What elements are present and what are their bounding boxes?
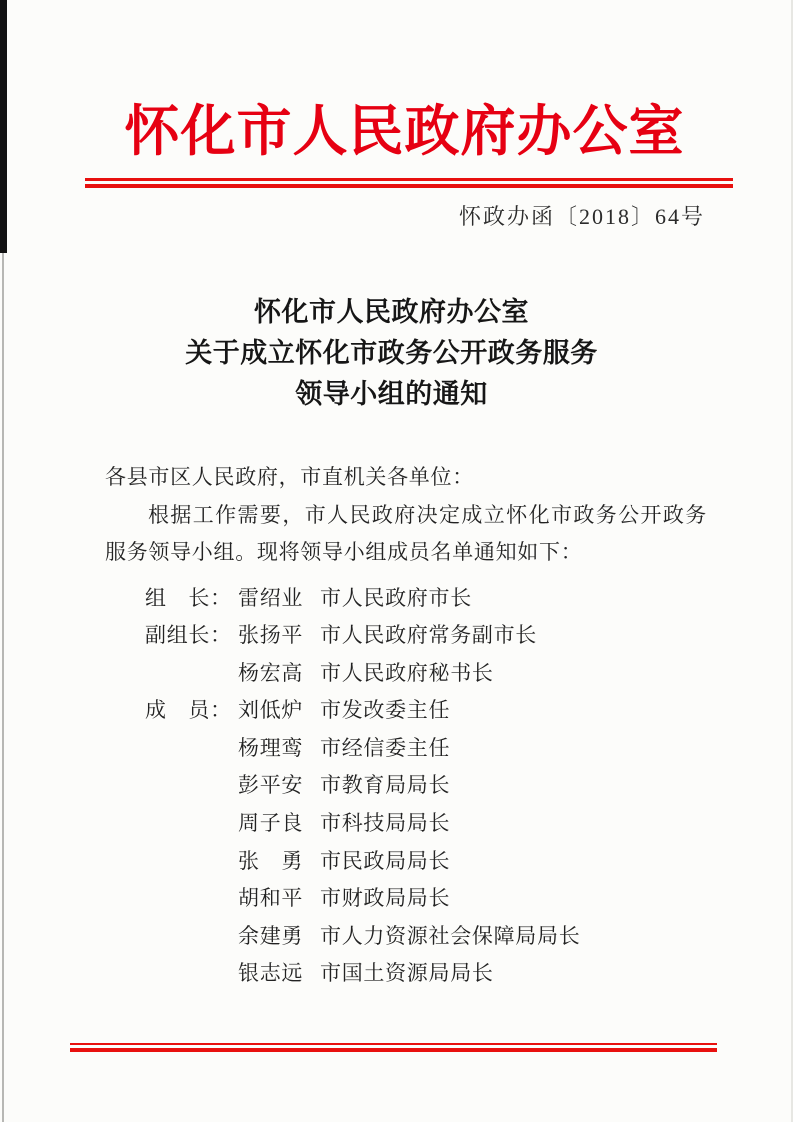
notice-title-line-1: 怀化市人民政府办公室 [254,297,529,327]
header-rule-top-thin [85,178,733,181]
member-title: 市科技局局长 [320,811,451,836]
member-title: 市国土资源局局长 [320,961,494,986]
member-name: 杨宏高 [238,660,304,685]
member-name: 雷绍业 [238,585,304,610]
member-role [145,955,238,993]
member-name: 刘低炉 [238,698,304,723]
member-row [145,580,707,618]
member-role: 组 长： [145,585,232,610]
member-row [145,617,707,655]
member-role [145,730,238,768]
member-row [145,692,707,730]
body-paragraph: 根据工作需要，市人民政府决定成立怀化市政务公开政务服务领导小组。现将领导小组成员名单通知如下： [105,502,707,564]
member-title: 市经信委主任 [320,735,451,760]
member-role: 成 员： [145,698,232,723]
member-title: 市教育局局长 [320,773,451,798]
notice-title [0,292,788,415]
member-row [145,843,707,881]
member-name: 胡和平 [238,886,304,911]
member-title: 市民政局局长 [320,848,451,873]
member-list [145,580,707,994]
member-role [145,918,238,956]
header-rule-top-thick [85,184,733,188]
document-number: 怀政办函〔2018〕64号 [458,204,705,229]
member-title: 市财政局局长 [320,886,451,911]
document-body [105,459,707,993]
salutation: 各县市区人民政府，市直机关各单位： [105,465,474,489]
member-row [145,918,707,956]
member-role [145,655,238,693]
member-row [145,655,707,693]
member-role [145,880,238,918]
member-name: 彭平安 [238,773,304,798]
member-name: 周子良 [238,811,304,836]
member-title: 市人民政府常务副市长 [320,623,537,648]
member-row [145,805,707,843]
member-name: 张扬平 [238,623,304,648]
member-row [145,767,707,805]
member-title: 市人力资源社会保障局局长 [320,923,581,948]
member-role [145,843,238,881]
footer-rule-bottom-thin [70,1043,717,1045]
notice-title-line-3: 领导小组的通知 [295,379,488,409]
member-title: 市发改委主任 [320,698,451,723]
member-row [145,880,707,918]
member-title: 市人民政府市长 [320,585,472,610]
member-name: 杨理鸾 [238,735,304,760]
member-row [145,955,707,993]
letterhead-title: 怀化市人民政府办公室 [124,101,685,162]
member-role: 副组长： [145,623,232,648]
member-name: 银志远 [238,961,304,986]
member-name: 张 勇 [238,848,304,873]
footer-rule-bottom-thick [70,1048,717,1052]
member-role [145,805,238,843]
member-title: 市人民政府秘书长 [320,660,494,685]
member-role [145,767,238,805]
member-row [145,730,707,768]
member-name: 余建勇 [238,923,304,948]
notice-title-line-2: 关于成立怀化市政务公开政务服务 [185,338,598,368]
